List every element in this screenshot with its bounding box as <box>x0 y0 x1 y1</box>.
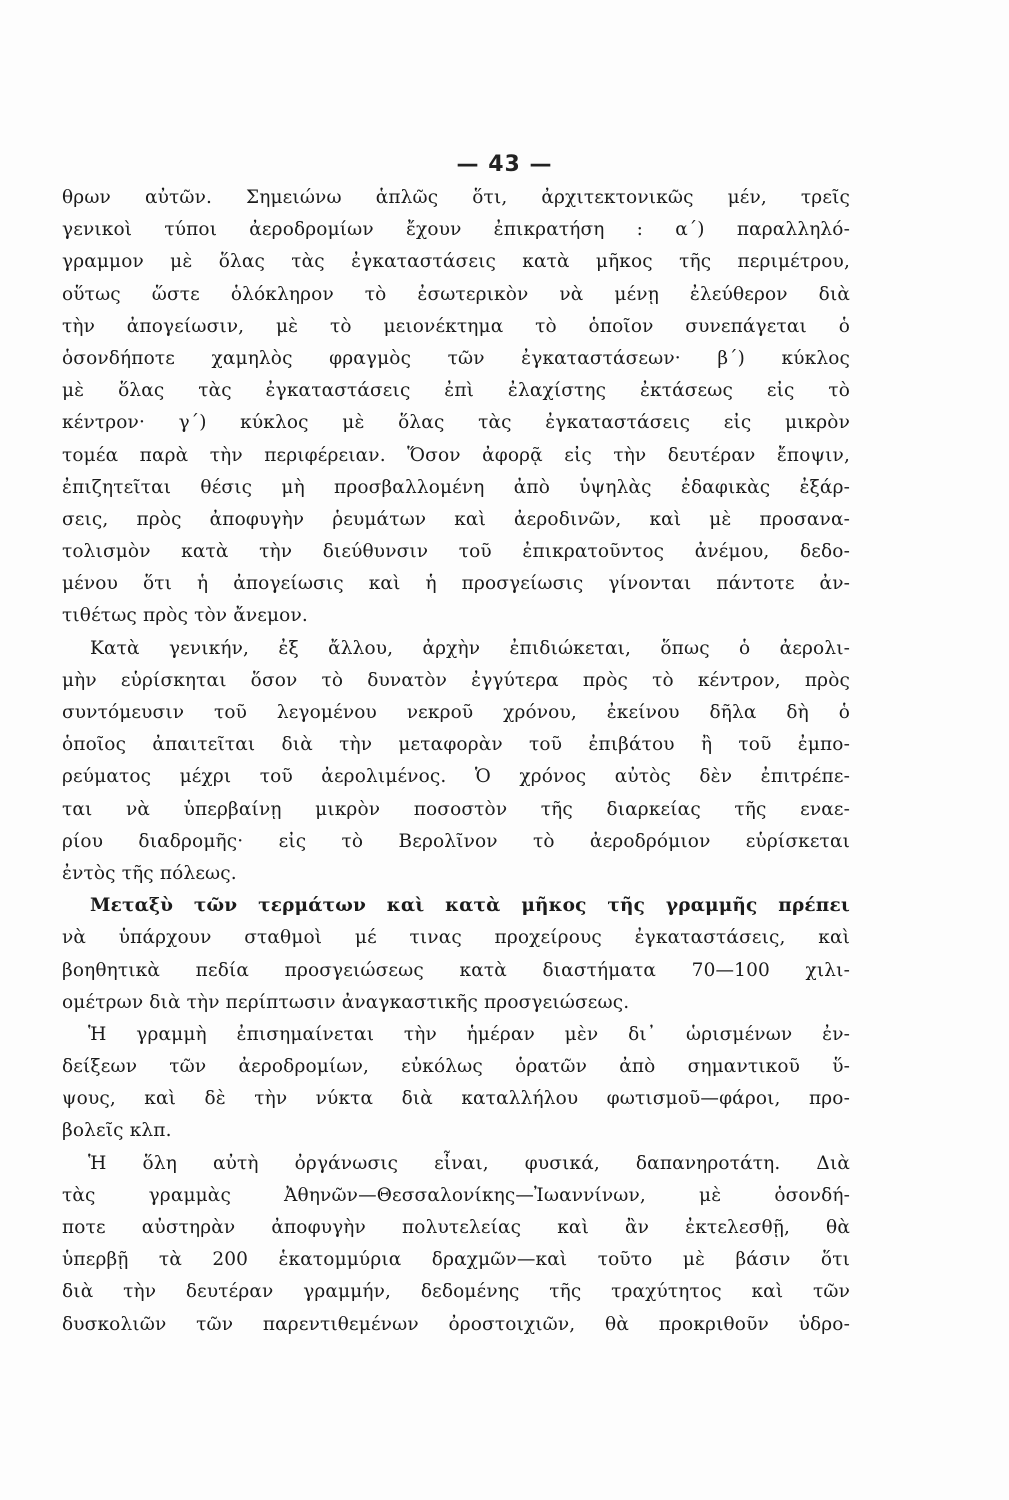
text-line: ἐπιζητεῖται θέσις μὴ προσβαλλομένη ἀπὸ ὑψηλὰς ἐδαφικὰς ἐξάρ- <box>62 476 850 498</box>
text-line: οὕτως ὥστε ὁλόκληρον τὸ ἐσωτερικὸν νὰ μένῃ ἐλεύθερον διὰ <box>62 283 850 305</box>
body-text <box>62 182 850 1341</box>
text-line: μένου ὅτι ἡ ἀπογείωσις καὶ ἡ προσγείωσις γίνονται πάντοτε ἀν- <box>62 573 850 595</box>
text-line: ὑπερβῇ τὰ 200 ἑκατομμύρια δραχμῶν—καὶ τοῦτο μὲ βάσιν ὅτι <box>62 1249 850 1271</box>
text-line: ρίου διαδρομῆς· εἰς τὸ Βερολῖνον τὸ ἀεροδρόμιον εὑρίσκεται <box>62 830 850 852</box>
paragraph-start-line: Μεταξὺ τῶν τερμάτων καὶ κατὰ μῆκος τῆς γραμμῆς πρέπει <box>90 895 850 917</box>
text-line: βολεῖς κλπ. <box>62 1120 172 1142</box>
paragraph-start-line: Ἡ ὅλη αὐτὴ ὀργάνωσις εἶναι, φυσικά, δαπανηροτάτη. Διὰ <box>88 1152 850 1174</box>
text-line: ται νὰ ὑπερβαίνῃ μικρὸν ποσοστὸν τῆς διαρκείας τῆς εναε- <box>62 798 850 820</box>
text-line: δυσκολιῶν τῶν παρεντιθεμένων ὀροστοιχιῶν, θὰ προκριθοῦν ὑδρο- <box>62 1313 850 1335</box>
text-line: διὰ τὴν δευτέραν γραμμήν, δεδομένης τῆς τραχύτητος καὶ τῶν <box>62 1281 850 1303</box>
text-line: τολισμὸν κατὰ τὴν διεύθυνσιν τοῦ ἐπικρατοῦντος ἀνέμου, δεδο- <box>62 541 850 563</box>
text-line: τὰς γραμμὰς Ἀθηνῶν—Θεσσαλονίκης—Ἰωαννίνων, μὲ ὁσονδή- <box>62 1184 850 1206</box>
text-line: νὰ ὑπάρχουν σταθμοὶ μέ τινας προχείρους ἐγκαταστάσεις, καὶ <box>62 927 850 949</box>
text-line: κέντρον· γ΄) κύκλος μὲ ὅλας τὰς ἐγκαταστάσεις εἰς μικρὸν <box>62 412 850 434</box>
page-number: — 43 — <box>456 152 553 177</box>
text-line: τιθέτως πρὸς τὸν ἄνεμον. <box>62 605 308 627</box>
text-line: ὁποῖος ἀπαιτεῖται διὰ τὴν μεταφορὰν τοῦ ἐπιβάτου ἢ τοῦ ἐμπο- <box>62 734 850 756</box>
text-line: τὴν ἀπογείωσιν, μὲ τὸ μειονέκτημα τὸ ὁποῖον συνεπάγεται ὁ <box>62 315 850 337</box>
text-line: συντόμευσιν τοῦ λεγομένου νεκροῦ χρόνου, ἐκείνου δῆλα δὴ ὁ <box>62 702 850 723</box>
text-line: γραμμον μὲ ὅλας τὰς ἐγκαταστάσεις κατὰ μῆκος τῆς περιμέτρου, <box>62 251 850 273</box>
text-line: μὴν εὑρίσκηται ὅσον τὸ δυνατὸν ἐγγύτερα πρὸς τὸ κέντρον, πρὸς <box>62 669 850 691</box>
paragraph-start-line: Κατὰ γενικήν, ἐξ ἄλλου, ἀρχὴν ἐπιδιώκεται, ὅπως ὁ ἀερολι- <box>90 637 850 659</box>
paragraph-start-line: Ἡ γραμμὴ ἐπισημαίνεται τὴν ἡμέραν μὲν δι᾽ ὡρισμένων ἐν- <box>88 1023 850 1045</box>
text-line: δείξεων τῶν ἀεροδρομίων, εὐκόλως ὁρατῶν ἀπὸ σημαντικοῦ ὕ- <box>62 1056 850 1078</box>
text-line: σεις, πρὸς ἀποφυγὴν ῥευμάτων καὶ ἀεροδινῶν, καὶ μὲ προσανα- <box>62 508 850 530</box>
text-line: μὲ ὅλας τὰς ἐγκαταστάσεις ἐπὶ ἐλαχίστης ἐκτάσεως εἰς τὸ <box>62 380 850 402</box>
text-line: ἐντὸς τῆς πόλεως. <box>62 862 237 884</box>
text-line: ὁσονδήποτε χαμηλὸς φραγμὸς τῶν ἐγκαταστάσεων· β΄) κύκλος <box>62 347 850 369</box>
text-line: ομέτρων διὰ τὴν περίπτωσιν ἀναγκαστικῆς προσγειώσεως. <box>62 991 630 1013</box>
text-line: ποτε αὐστηρὰν ἀποφυγὴν πολυτελείας καὶ ἂν ἐκτελεσθῇ, θὰ <box>62 1217 850 1238</box>
text-line: γενικοὶ τύποι ἀεροδρομίων ἔχουν ἐπικρατήση : α΄) παραλληλό- <box>62 219 850 241</box>
text-line: ψους, καὶ δὲ τὴν νύκτα διὰ καταλλήλου φωτισμοῦ—φάροι, προ- <box>62 1088 850 1110</box>
text-line: τομέα παρὰ τὴν περιφέρειαν. Ὅσον ἀφορᾷ εἰς τὴν δευτέραν ἔποψιν, <box>62 444 850 466</box>
text-line: θρων αὐτῶν. Σημειώνω ἁπλῶς ὅτι, ἀρχιτεκτονικῶς μέν, τρεῖς <box>62 187 850 208</box>
text-line: βοηθητικὰ πεδία προσγειώσεως κατὰ διαστήματα 70—100 χιλι- <box>62 959 850 981</box>
text-line: ρεύματος μέχρι τοῦ ἀερολιμένος. Ὁ χρόνος αὐτὸς δὲν ἐπιτρέπε- <box>62 766 850 788</box>
